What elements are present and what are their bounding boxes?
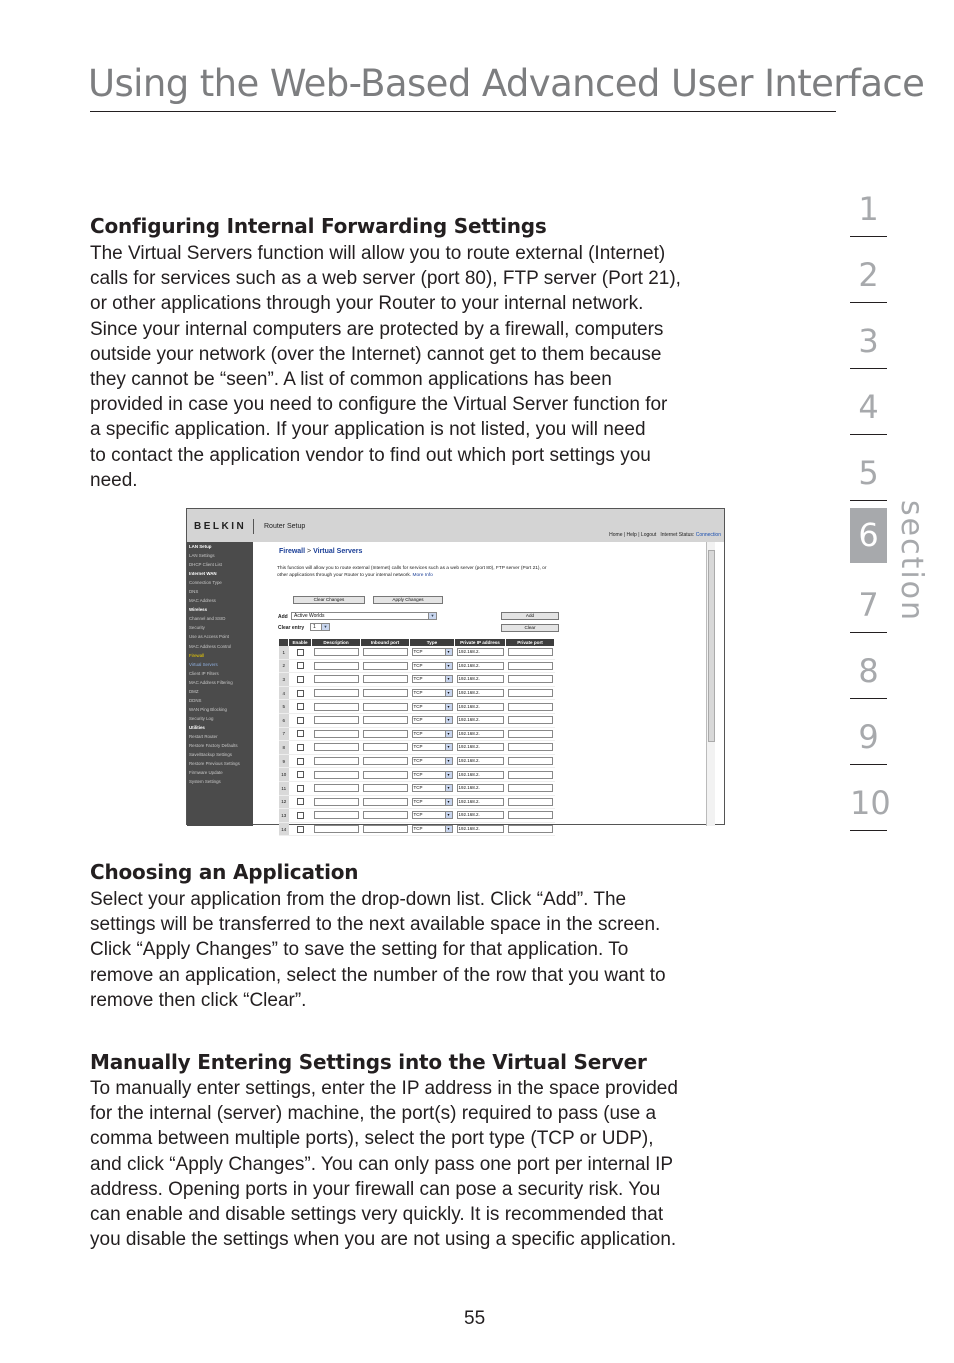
row-number: 13 <box>279 809 289 823</box>
private-port-field[interactable] <box>508 798 553 806</box>
description-field[interactable] <box>314 662 359 670</box>
sidebar-item[interactable]: System Settings <box>189 779 221 785</box>
clear-changes-button[interactable]: Clear Changes <box>293 596 365 604</box>
type-value: TCP <box>413 690 423 696</box>
chevron-down-icon: ▼ <box>445 772 452 778</box>
type-value: TCP <box>413 730 423 736</box>
table-row <box>279 673 555 687</box>
private-ip-field[interactable] <box>457 771 504 779</box>
row-number: 5 <box>279 700 289 714</box>
sidebar-item[interactable]: Client IP Filters <box>189 670 219 676</box>
type-value: TCP <box>413 744 423 750</box>
sidebar-item[interactable]: Restore Factory Defaults <box>189 743 238 749</box>
type-select[interactable] <box>412 784 453 792</box>
type-select[interactable] <box>412 689 453 697</box>
sidebar-item[interactable]: Security Log <box>189 715 214 721</box>
sidebar-item[interactable]: MAC Address <box>189 598 216 604</box>
scrollbar[interactable] <box>706 542 715 826</box>
router-screenshot <box>186 508 725 832</box>
sidebar-item[interactable]: Restore Previous Settings <box>189 761 240 767</box>
text-line: address. Opening ports in your firewall can pose a security risk. You <box>90 1178 661 1200</box>
column-header: Private IP address <box>455 639 506 646</box>
sidebar-item[interactable]: Firmware Update <box>189 770 223 776</box>
section-divider <box>850 434 887 435</box>
text-line: remove an application, select the number of the row that you want to <box>90 964 666 986</box>
header-separator <box>253 519 254 534</box>
table-row <box>279 795 555 809</box>
enable-checkbox[interactable] <box>297 717 304 724</box>
section-number: 8 <box>858 652 879 690</box>
section-number: 2 <box>858 256 879 294</box>
enable-checkbox[interactable] <box>297 771 304 778</box>
description-field[interactable] <box>314 675 359 683</box>
router-setup-label: Router Setup <box>264 523 306 530</box>
table-row <box>279 686 555 700</box>
chevron-down-icon: ▼ <box>445 799 452 805</box>
ip-prefix: 192.168.2. <box>458 744 480 750</box>
enable-checkbox[interactable] <box>297 785 304 792</box>
chevron-down-icon: ▼ <box>321 624 329 630</box>
section-number: 1 <box>858 190 879 228</box>
ip-prefix: 192.168.2. <box>458 785 480 791</box>
breadcrumb-virtual-servers: Virtual Servers <box>313 548 363 555</box>
enable-checkbox[interactable] <box>297 730 304 737</box>
private-port-field[interactable] <box>508 648 553 656</box>
type-select[interactable] <box>412 757 453 765</box>
enable-checkbox[interactable] <box>297 812 304 819</box>
text-line: Click “Apply Changes” to save the setting for that application. To <box>90 939 629 961</box>
section-tab-2 <box>850 248 887 303</box>
enable-checkbox[interactable] <box>297 758 304 765</box>
enable-checkbox[interactable] <box>297 703 304 710</box>
add-label: Add <box>278 614 288 620</box>
row-number: 10 <box>279 768 289 782</box>
chevron-down-icon: ▼ <box>445 731 452 737</box>
description-field[interactable] <box>314 716 359 724</box>
apply-changes-button[interactable]: Apply Changes <box>373 596 443 604</box>
row-number: 3 <box>279 673 289 687</box>
section-number: 9 <box>858 718 879 756</box>
chevron-down-icon: ▼ <box>445 704 452 710</box>
section-number: 3 <box>858 322 879 360</box>
type-value: TCP <box>413 785 423 791</box>
table-row <box>279 741 555 755</box>
description-field[interactable] <box>314 743 359 751</box>
chevron-down-icon: ▼ <box>445 717 452 723</box>
chevron-down-icon: ▼ <box>445 826 452 832</box>
text-line: or other applications through your Router to your internal network. <box>90 293 644 315</box>
section-divider <box>850 764 887 765</box>
section-number: 10 <box>850 784 891 822</box>
top-links <box>609 532 721 538</box>
paragraph-manual-settings <box>90 1076 800 1252</box>
section-tab-3 <box>850 314 887 369</box>
section-tab-6 <box>850 508 887 563</box>
sidebar-item[interactable]: Connection Type <box>189 580 222 586</box>
section-tab-1 <box>850 182 887 237</box>
chevron-down-icon: ▼ <box>445 758 452 764</box>
inbound-port-field[interactable] <box>363 798 408 806</box>
type-value: TCP <box>413 771 423 777</box>
inbound-port-field[interactable] <box>363 757 408 765</box>
ip-prefix: 192.168.2. <box>458 690 480 696</box>
table-row <box>279 659 555 673</box>
column-header: Enable <box>289 639 312 646</box>
type-value: TCP <box>413 676 423 682</box>
text-line: to contact the application vendor to find out which port settings you <box>90 444 651 466</box>
sidebar-item[interactable]: Use as Access Point <box>189 634 230 640</box>
inbound-port-field[interactable] <box>363 743 408 751</box>
private-port-field[interactable] <box>508 757 553 765</box>
section-divider <box>850 698 887 699</box>
sidebar-item[interactable]: Restart Router <box>189 733 218 739</box>
ip-prefix: 192.168.2. <box>458 703 480 709</box>
ip-prefix: 192.168.2. <box>458 771 480 777</box>
chevron-down-icon: ▼ <box>445 785 452 791</box>
private-port-field[interactable] <box>508 662 553 670</box>
inbound-port-field[interactable] <box>363 730 408 738</box>
inbound-port-field[interactable] <box>363 703 408 711</box>
enable-checkbox[interactable] <box>297 690 304 697</box>
sidebar-item: Wireless <box>189 607 208 613</box>
private-ip-field[interactable] <box>457 784 504 792</box>
virtual-servers-table <box>279 639 555 836</box>
sidebar-item[interactable]: MAC Address Control <box>189 643 232 649</box>
inbound-port-field[interactable] <box>363 771 408 779</box>
sidebar-item[interactable]: DNS <box>189 589 199 595</box>
chevron-down-icon: ▼ <box>445 812 452 818</box>
clear-entry-value: 1 <box>313 624 316 630</box>
table-row <box>279 822 555 836</box>
sidebar-item[interactable]: LAN Settings <box>189 553 215 559</box>
inbound-port-field[interactable] <box>363 784 408 792</box>
section-tab-10 <box>850 776 891 831</box>
column-header: Type <box>410 639 455 646</box>
description-field[interactable] <box>314 784 359 792</box>
inbound-port-field[interactable] <box>363 716 408 724</box>
sidebar-item[interactable]: Save/Backup Settings <box>189 752 232 758</box>
inbound-port-field[interactable] <box>363 675 408 683</box>
sidebar-item[interactable]: Channel and SSID <box>189 616 226 622</box>
private-ip-field[interactable] <box>457 703 504 711</box>
text-line: calls for services such as a web server (port 80), FTP server (Port 21), <box>90 268 681 290</box>
ip-prefix: 192.168.2. <box>458 758 480 764</box>
row-number-header <box>279 639 289 646</box>
table-row <box>279 809 555 823</box>
page-title: Using the Web-Based Advanced User Interface <box>88 62 925 105</box>
row-number: 1 <box>279 646 289 659</box>
section-tab-8 <box>850 644 887 699</box>
ip-prefix: 192.168.2. <box>458 730 480 736</box>
ip-prefix: 192.168.2. <box>458 649 480 655</box>
column-header: Private port <box>506 639 555 646</box>
ip-prefix: 192.168.2. <box>458 662 480 668</box>
ip-prefix: 192.168.2. <box>458 676 480 682</box>
application-select-value: Active Worlds <box>294 613 325 619</box>
private-ip-field[interactable] <box>457 798 504 806</box>
sidebar-item: Utilities <box>189 724 205 730</box>
text-line: The Virtual Servers function will allow you to route external (Internet) <box>90 243 666 264</box>
type-select[interactable] <box>412 730 453 738</box>
chevron-down-icon: ▼ <box>445 690 452 696</box>
private-ip-field[interactable] <box>457 648 504 656</box>
section-number: 6 <box>858 516 879 554</box>
description-field[interactable] <box>314 689 359 697</box>
text-line: To manually enter settings, enter the IP address in the space provided <box>90 1078 678 1099</box>
page-number: 55 <box>464 1308 486 1329</box>
breadcrumb-separator: > <box>307 548 312 555</box>
private-port-field[interactable] <box>508 784 553 792</box>
section-divider <box>850 500 887 501</box>
private-ip-field[interactable] <box>457 730 504 738</box>
section-tab-4 <box>850 380 887 435</box>
text-line: settings will be transferred to the next available space in the screen. <box>90 914 661 936</box>
section-divider <box>850 236 887 237</box>
sidebar-item: Internet WAN <box>189 571 217 577</box>
router-breadcrumb <box>279 548 362 555</box>
section-divider <box>850 632 887 633</box>
chevron-down-icon: ▼ <box>445 663 452 669</box>
heading-internal-forwarding: Configuring Internal Forwarding Settings <box>90 214 547 238</box>
private-ip-field[interactable] <box>457 825 504 833</box>
column-header: Description <box>312 639 361 646</box>
text-line: remove then click “Clear”. <box>90 989 307 1011</box>
text-line: and click “Apply Changes”. You can only pass one port per internal IP <box>90 1153 674 1175</box>
private-ip-field[interactable] <box>457 757 504 765</box>
text-line: Select your application from the drop-down list. Click “Add”. The <box>90 889 627 910</box>
title-rule <box>90 111 836 112</box>
type-value: TCP <box>413 649 423 655</box>
description-field[interactable] <box>314 648 359 656</box>
sidebar-item[interactable]: DHCP Client List <box>189 562 222 568</box>
text-line: a specific application. If your application is not listed, you will need <box>90 419 646 441</box>
enable-checkbox[interactable] <box>297 676 304 683</box>
section-divider <box>850 368 887 369</box>
type-select[interactable] <box>412 771 453 779</box>
type-select[interactable] <box>412 798 453 806</box>
private-port-field[interactable] <box>508 675 553 683</box>
private-ip-field[interactable] <box>457 675 504 683</box>
type-select[interactable] <box>412 811 453 819</box>
type-select[interactable] <box>412 825 453 833</box>
more-info-link[interactable]: More Info <box>412 572 433 578</box>
section-divider <box>850 830 887 831</box>
description-field[interactable] <box>314 771 359 779</box>
table-row <box>279 713 555 727</box>
table-row <box>279 646 555 659</box>
section-tab-9 <box>850 710 887 765</box>
enable-checkbox[interactable] <box>297 798 304 805</box>
clear-entry-select[interactable] <box>310 623 330 631</box>
section-label <box>893 500 933 624</box>
ip-prefix: 192.168.2. <box>458 826 480 832</box>
private-port-field[interactable] <box>508 730 553 738</box>
row-number: 7 <box>279 727 289 741</box>
heading-manual-settings: Manually Entering Settings into the Virtual Server <box>90 1050 647 1074</box>
type-value: TCP <box>413 812 423 818</box>
text-line: provided in case you need to configure the Virtual Server function for <box>90 394 668 416</box>
description-field[interactable] <box>314 825 359 833</box>
private-port-field[interactable] <box>508 825 553 833</box>
column-header: Inbound port <box>361 639 410 646</box>
type-select[interactable] <box>412 743 453 751</box>
section-label-text: section <box>894 500 929 623</box>
table-row <box>279 700 555 714</box>
intro-text: This function will allow you to route external (Internet) calls for services such as a web server (port 80), FTP server (Port 21), or other applications through your Router to your internal network. <box>277 566 547 578</box>
private-port-field[interactable] <box>508 743 553 751</box>
type-value: TCP <box>413 758 423 764</box>
inbound-port-field[interactable] <box>363 648 408 656</box>
chevron-down-icon: ▼ <box>445 744 452 750</box>
internet-status-label: Internet Status: <box>660 532 695 538</box>
description-field[interactable] <box>314 798 359 806</box>
router-intro-text <box>277 566 557 579</box>
chevron-down-icon: ▼ <box>445 649 452 655</box>
enable-checkbox[interactable] <box>297 649 304 656</box>
description-field[interactable] <box>314 757 359 765</box>
text-line: you disable the settings when you are not using a specific application. <box>90 1229 677 1251</box>
type-value: TCP <box>413 798 423 804</box>
sidebar-item[interactable]: MAC Address Filtering <box>189 679 233 685</box>
private-ip-field[interactable] <box>457 716 504 724</box>
table-row <box>279 781 555 795</box>
row-number: 12 <box>279 795 289 809</box>
breadcrumb-firewall[interactable]: Firewall <box>279 548 306 555</box>
ip-prefix: 192.168.2. <box>458 798 480 804</box>
clear-button[interactable]: Clear <box>501 624 559 632</box>
section-number: 4 <box>858 388 879 426</box>
private-port-field[interactable] <box>508 689 553 697</box>
heading-choosing-application: Choosing an Application <box>90 860 359 884</box>
type-select[interactable] <box>412 716 453 724</box>
text-line: can enable and disable settings very quickly. It is recommended that <box>90 1204 664 1226</box>
description-field[interactable] <box>314 703 359 711</box>
table-row <box>279 768 555 782</box>
row-number: 2 <box>279 659 289 673</box>
chevron-down-icon: ▼ <box>445 676 452 682</box>
inbound-port-field[interactable] <box>363 662 408 670</box>
text-line: outside your network (over the Internet) cannot get to them because <box>90 343 662 365</box>
type-value: TCP <box>413 826 423 832</box>
sidebar-item[interactable]: WAN Ping Blocking <box>189 706 227 712</box>
clear-entry-label: Clear entry <box>278 625 305 631</box>
text-line: need. <box>90 469 138 491</box>
belkin-logo: BELKIN <box>194 521 247 532</box>
scrollbar-thumb[interactable] <box>708 550 715 742</box>
private-port-field[interactable] <box>508 811 553 819</box>
type-select[interactable] <box>412 675 453 683</box>
row-number: 4 <box>279 686 289 700</box>
router-main <box>253 542 715 832</box>
row-number: 14 <box>279 822 289 836</box>
description-field[interactable] <box>314 811 359 819</box>
enable-checkbox[interactable] <box>297 662 304 669</box>
table-row <box>279 754 555 768</box>
section-tab-5 <box>850 446 887 501</box>
inbound-port-field[interactable] <box>363 825 408 833</box>
home-help-logout-links[interactable]: Home | Help | Logout <box>609 532 657 538</box>
private-ip-field[interactable] <box>457 811 504 819</box>
inbound-port-field[interactable] <box>363 689 408 697</box>
private-ip-field[interactable] <box>457 743 504 751</box>
row-number: 11 <box>279 781 289 795</box>
enable-checkbox[interactable] <box>297 744 304 751</box>
sidebar-item[interactable]: DDNS <box>189 697 202 703</box>
row-number: 6 <box>279 713 289 727</box>
description-field[interactable] <box>314 730 359 738</box>
section-number: 5 <box>858 454 879 492</box>
table-row <box>279 727 555 741</box>
type-select[interactable] <box>412 703 453 711</box>
section-tab-7 <box>850 578 887 633</box>
add-button[interactable]: Add <box>501 612 559 620</box>
router-sidebar <box>187 542 253 826</box>
type-value: TCP <box>413 717 423 723</box>
section-divider <box>850 302 887 303</box>
type-value: TCP <box>413 662 423 668</box>
row-number: 9 <box>279 754 289 768</box>
sidebar-item: LAN Setup <box>189 544 212 549</box>
sidebar-item[interactable]: Virtual Servers <box>189 661 218 667</box>
inbound-port-field[interactable] <box>363 811 408 819</box>
private-ip-field[interactable] <box>457 662 504 670</box>
private-port-field[interactable] <box>508 771 553 779</box>
text-line: they cannot be “seen”. A list of common applications has been <box>90 369 612 391</box>
text-line: for the internal (server) machine, the port(s) required to pass (use a <box>90 1103 657 1125</box>
sidebar-item[interactable]: Firewall <box>189 652 205 658</box>
text-line: comma between multiple ports), select the port type (TCP or UDP), <box>90 1128 654 1150</box>
ip-prefix: 192.168.2. <box>458 717 480 723</box>
text-line: Since your internal computers are protected by a firewall, computers <box>90 318 664 340</box>
sidebar-item[interactable]: Security <box>189 625 205 631</box>
private-ip-field[interactable] <box>457 689 504 697</box>
ip-prefix: 192.168.2. <box>458 812 480 818</box>
type-value: TCP <box>413 703 423 709</box>
row-number: 8 <box>279 741 289 755</box>
paragraph-choosing-application <box>90 887 800 1013</box>
type-select[interactable] <box>412 662 453 670</box>
router-header <box>187 509 724 542</box>
section-number: 7 <box>858 586 879 624</box>
private-port-field[interactable] <box>508 703 553 711</box>
sidebar-item[interactable]: DMZ <box>189 688 199 694</box>
paragraph-internal-forwarding <box>90 241 800 493</box>
type-select[interactable] <box>412 648 453 656</box>
private-port-field[interactable] <box>508 716 553 724</box>
application-select[interactable] <box>291 612 437 620</box>
internet-status-value: Connection <box>695 532 721 538</box>
enable-checkbox[interactable] <box>297 826 304 833</box>
chevron-down-icon: ▼ <box>428 613 436 619</box>
